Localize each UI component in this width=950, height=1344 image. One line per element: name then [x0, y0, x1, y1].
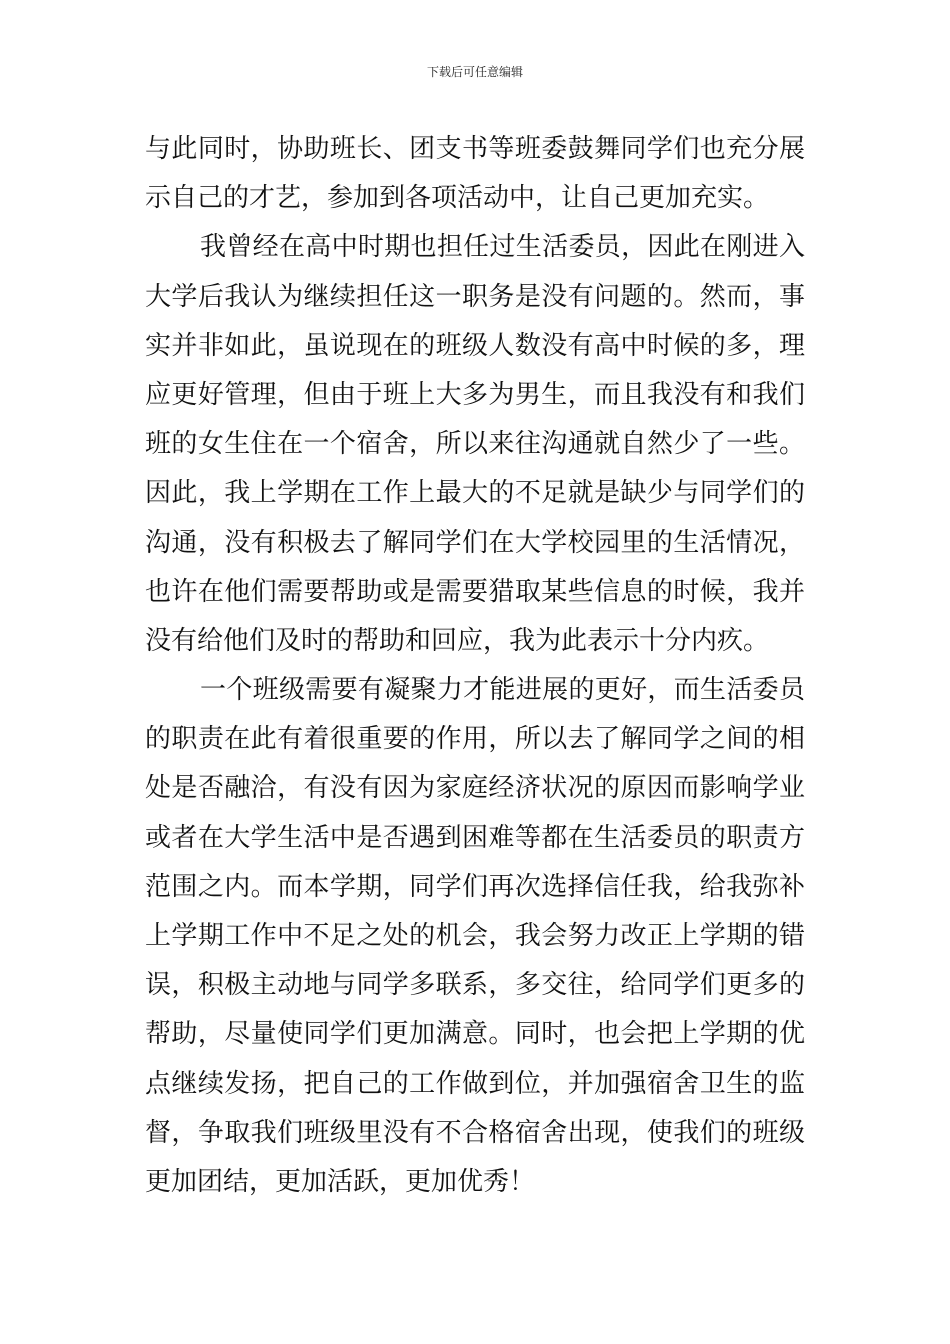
- text-line: 督，争取我们班级里没有不合格宿舍出现，使我们的班级: [145, 1117, 805, 1148]
- text-line: 与此同时，协助班长、团支书等班委鼓舞同学们也充分展: [145, 134, 805, 164]
- text-line: 帮助，尽量使同学们更加满意。同时，也会把上学期的优: [145, 1019, 805, 1050]
- text-line: 范围之内。而本学期，同学们再次选择信任我，给我弥补: [145, 871, 805, 902]
- text-line: 沟通，没有积极去了解同学们在大学校园里的生活情况，: [145, 527, 805, 558]
- text-line: 或者在大学生活中是否遇到困难等都在生活委员的职责方: [145, 822, 805, 853]
- page-header: 下载后可任意编辑: [426, 65, 523, 79]
- text-line: 大学后我认为继续担任这一职务是没有问题的。然而，事: [145, 281, 805, 312]
- paragraph-first-line: 一个班级需要有凝聚力才能进展的更好，而生活委员: [200, 675, 805, 706]
- text-line: 的职责在此有着很重要的作用，所以去了解同学之间的相: [145, 724, 805, 755]
- text-line: 处是否融洽，有没有因为家庭经济状况的原因而影响学业: [145, 773, 805, 804]
- text-line: 示自己的才艺，参加到各项活动中，让自己更加充实。: [145, 183, 770, 214]
- text-line: 点继续发扬，把自己的工作做到位，并加强宿舍卫生的监: [145, 1068, 805, 1099]
- text-line: 也许在他们需要帮助或是需要猎取某些信息的时候，我并: [145, 576, 805, 607]
- text-line: 上学期工作中不足之处的机会，我会努力改正上学期的错: [145, 921, 805, 951]
- paragraph-first-line: 我曾经在高中时期也担任过生活委员，因此在刚进入: [200, 232, 805, 263]
- text-line: 实并非如此，虽说现在的班级人数没有高中时候的多，理: [145, 330, 805, 361]
- text-line: 因此，我上学期在工作上最大的不足就是缺少与同学们的: [145, 478, 805, 509]
- text-line: 班的女生住在一个宿舍，所以来往沟通就自然少了一些。: [145, 429, 805, 460]
- document-body: [145, 125, 805, 1207]
- text-line: 没有给他们及时的帮助和回应，我为此表示十分内疚。: [145, 625, 770, 656]
- text-line: 更加团结，更加活跃，更加优秀！: [145, 1166, 536, 1197]
- text-line: 误，积极主动地与同学多联系，多交往，给同学们更多的: [145, 970, 805, 1001]
- text-line: 应更好管理，但由于班上大多为男生，而且我没有和我们: [145, 379, 805, 410]
